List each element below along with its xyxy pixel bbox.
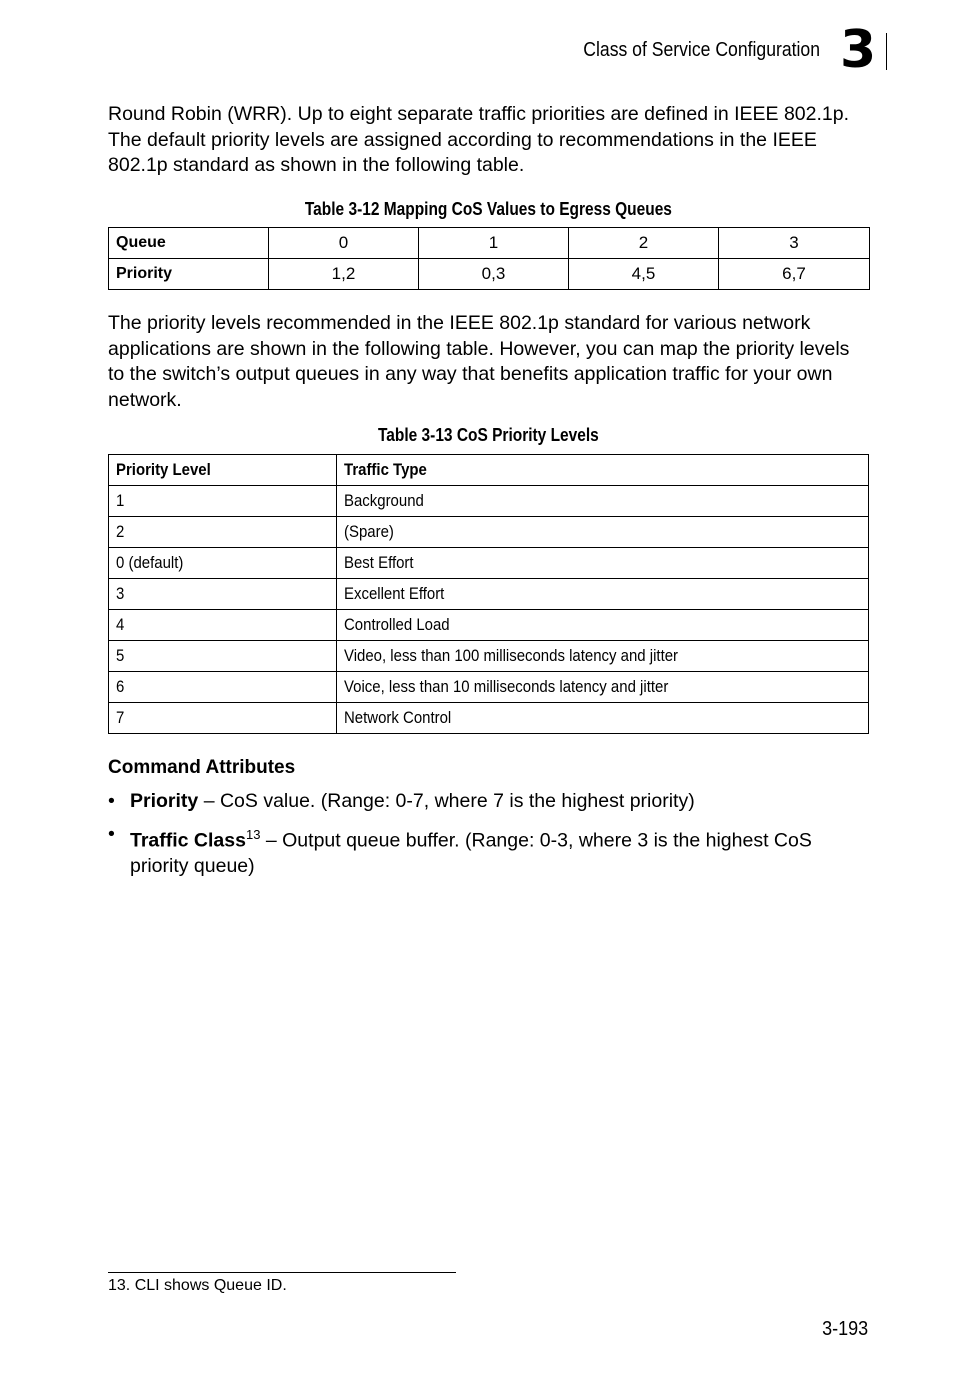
intro-paragraph: Round Robin (WRR). Up to eight separate traffic priorities are defined in IEEE 802.1p. The default priority levels are assigned according to recommendations in the IEEE 802.1p standard as shown in the following table. xyxy=(108,103,850,176)
table-row xyxy=(109,641,869,672)
bullet-icon: • xyxy=(108,823,115,845)
table-cell: 3 xyxy=(109,579,337,610)
table-cell: 1,2 xyxy=(269,259,419,290)
table-cell: Voice, less than 10 milliseconds latency and jitter xyxy=(337,672,869,703)
middle-paragraph: The priority levels recommended in the IEEE 802.1p standard for various network applications are shown in the following table. However, you can map the priority levels to the switch’s output queues in any way that benefits application traffic for your own network. xyxy=(108,312,850,411)
attribute-term: Priority xyxy=(130,790,199,812)
table-row xyxy=(109,259,870,290)
attribute-description: – Output queue buffer. (Range: 0-3, where 3 is the highest CoS priority queue) xyxy=(130,829,812,877)
row-header-priority: Priority xyxy=(109,259,269,290)
table-cell: 5 xyxy=(109,641,337,672)
table-header-row xyxy=(109,455,869,486)
table-row xyxy=(109,579,869,610)
table-cell: 0,3 xyxy=(419,259,569,290)
chapter-number: 3 xyxy=(840,20,877,80)
bullet-icon: • xyxy=(108,790,115,812)
table-row xyxy=(109,610,869,641)
table-cell: 0 (default) xyxy=(109,548,337,579)
column-header: Traffic Type xyxy=(337,455,869,486)
footnote: 13. CLI shows Queue ID. xyxy=(108,1277,287,1294)
table-12 xyxy=(108,227,870,290)
table-cell: Background xyxy=(337,486,869,517)
chapter-divider xyxy=(886,33,887,70)
table-cell: 6 xyxy=(109,672,337,703)
command-attributes-heading: Command Attributes xyxy=(108,757,296,778)
table-12-caption: Table 3-12 Mapping CoS Values to Egress Queues xyxy=(304,199,672,219)
table-cell: Video, less than 100 milliseconds latency and jitter xyxy=(337,641,869,672)
table-row xyxy=(109,548,869,579)
table-cell: Best Effort xyxy=(337,548,869,579)
row-header-queue: Queue xyxy=(109,228,269,259)
table-13 xyxy=(108,454,869,734)
table-cell: 4 xyxy=(109,610,337,641)
column-header: Priority Level xyxy=(109,455,337,486)
attribute-description: – CoS value. (Range: 0-7, where 7 is the highest priority) xyxy=(198,790,695,812)
running-header-title: Class of Service Configuration xyxy=(583,39,820,61)
table-cell: 0 xyxy=(269,228,419,259)
table-row xyxy=(109,486,869,517)
attribute-term: Traffic Class xyxy=(130,829,246,852)
table-row xyxy=(109,672,869,703)
table-cell: 1 xyxy=(419,228,569,259)
table-cell: 7 xyxy=(109,703,337,734)
table-cell: 3 xyxy=(719,228,870,259)
table-cell: 1 xyxy=(109,486,337,517)
footnote-divider xyxy=(108,1272,456,1273)
table-row xyxy=(109,517,869,548)
table-cell: 2 xyxy=(569,228,719,259)
table-cell: 4,5 xyxy=(569,259,719,290)
table-cell: Network Control xyxy=(337,703,869,734)
table-row xyxy=(109,703,869,734)
table-cell: 2 xyxy=(109,517,337,548)
table-cell: Excellent Effort xyxy=(337,579,869,610)
page-number: 3-193 xyxy=(821,1318,868,1340)
table-13-caption: Table 3-13 CoS Priority Levels xyxy=(377,425,599,445)
table-cell: 6,7 xyxy=(719,259,870,290)
footnote-reference[interactable]: 13 xyxy=(245,827,261,842)
table-cell: Controlled Load xyxy=(337,610,869,641)
table-row xyxy=(109,228,870,259)
table-cell: (Spare) xyxy=(337,517,869,548)
